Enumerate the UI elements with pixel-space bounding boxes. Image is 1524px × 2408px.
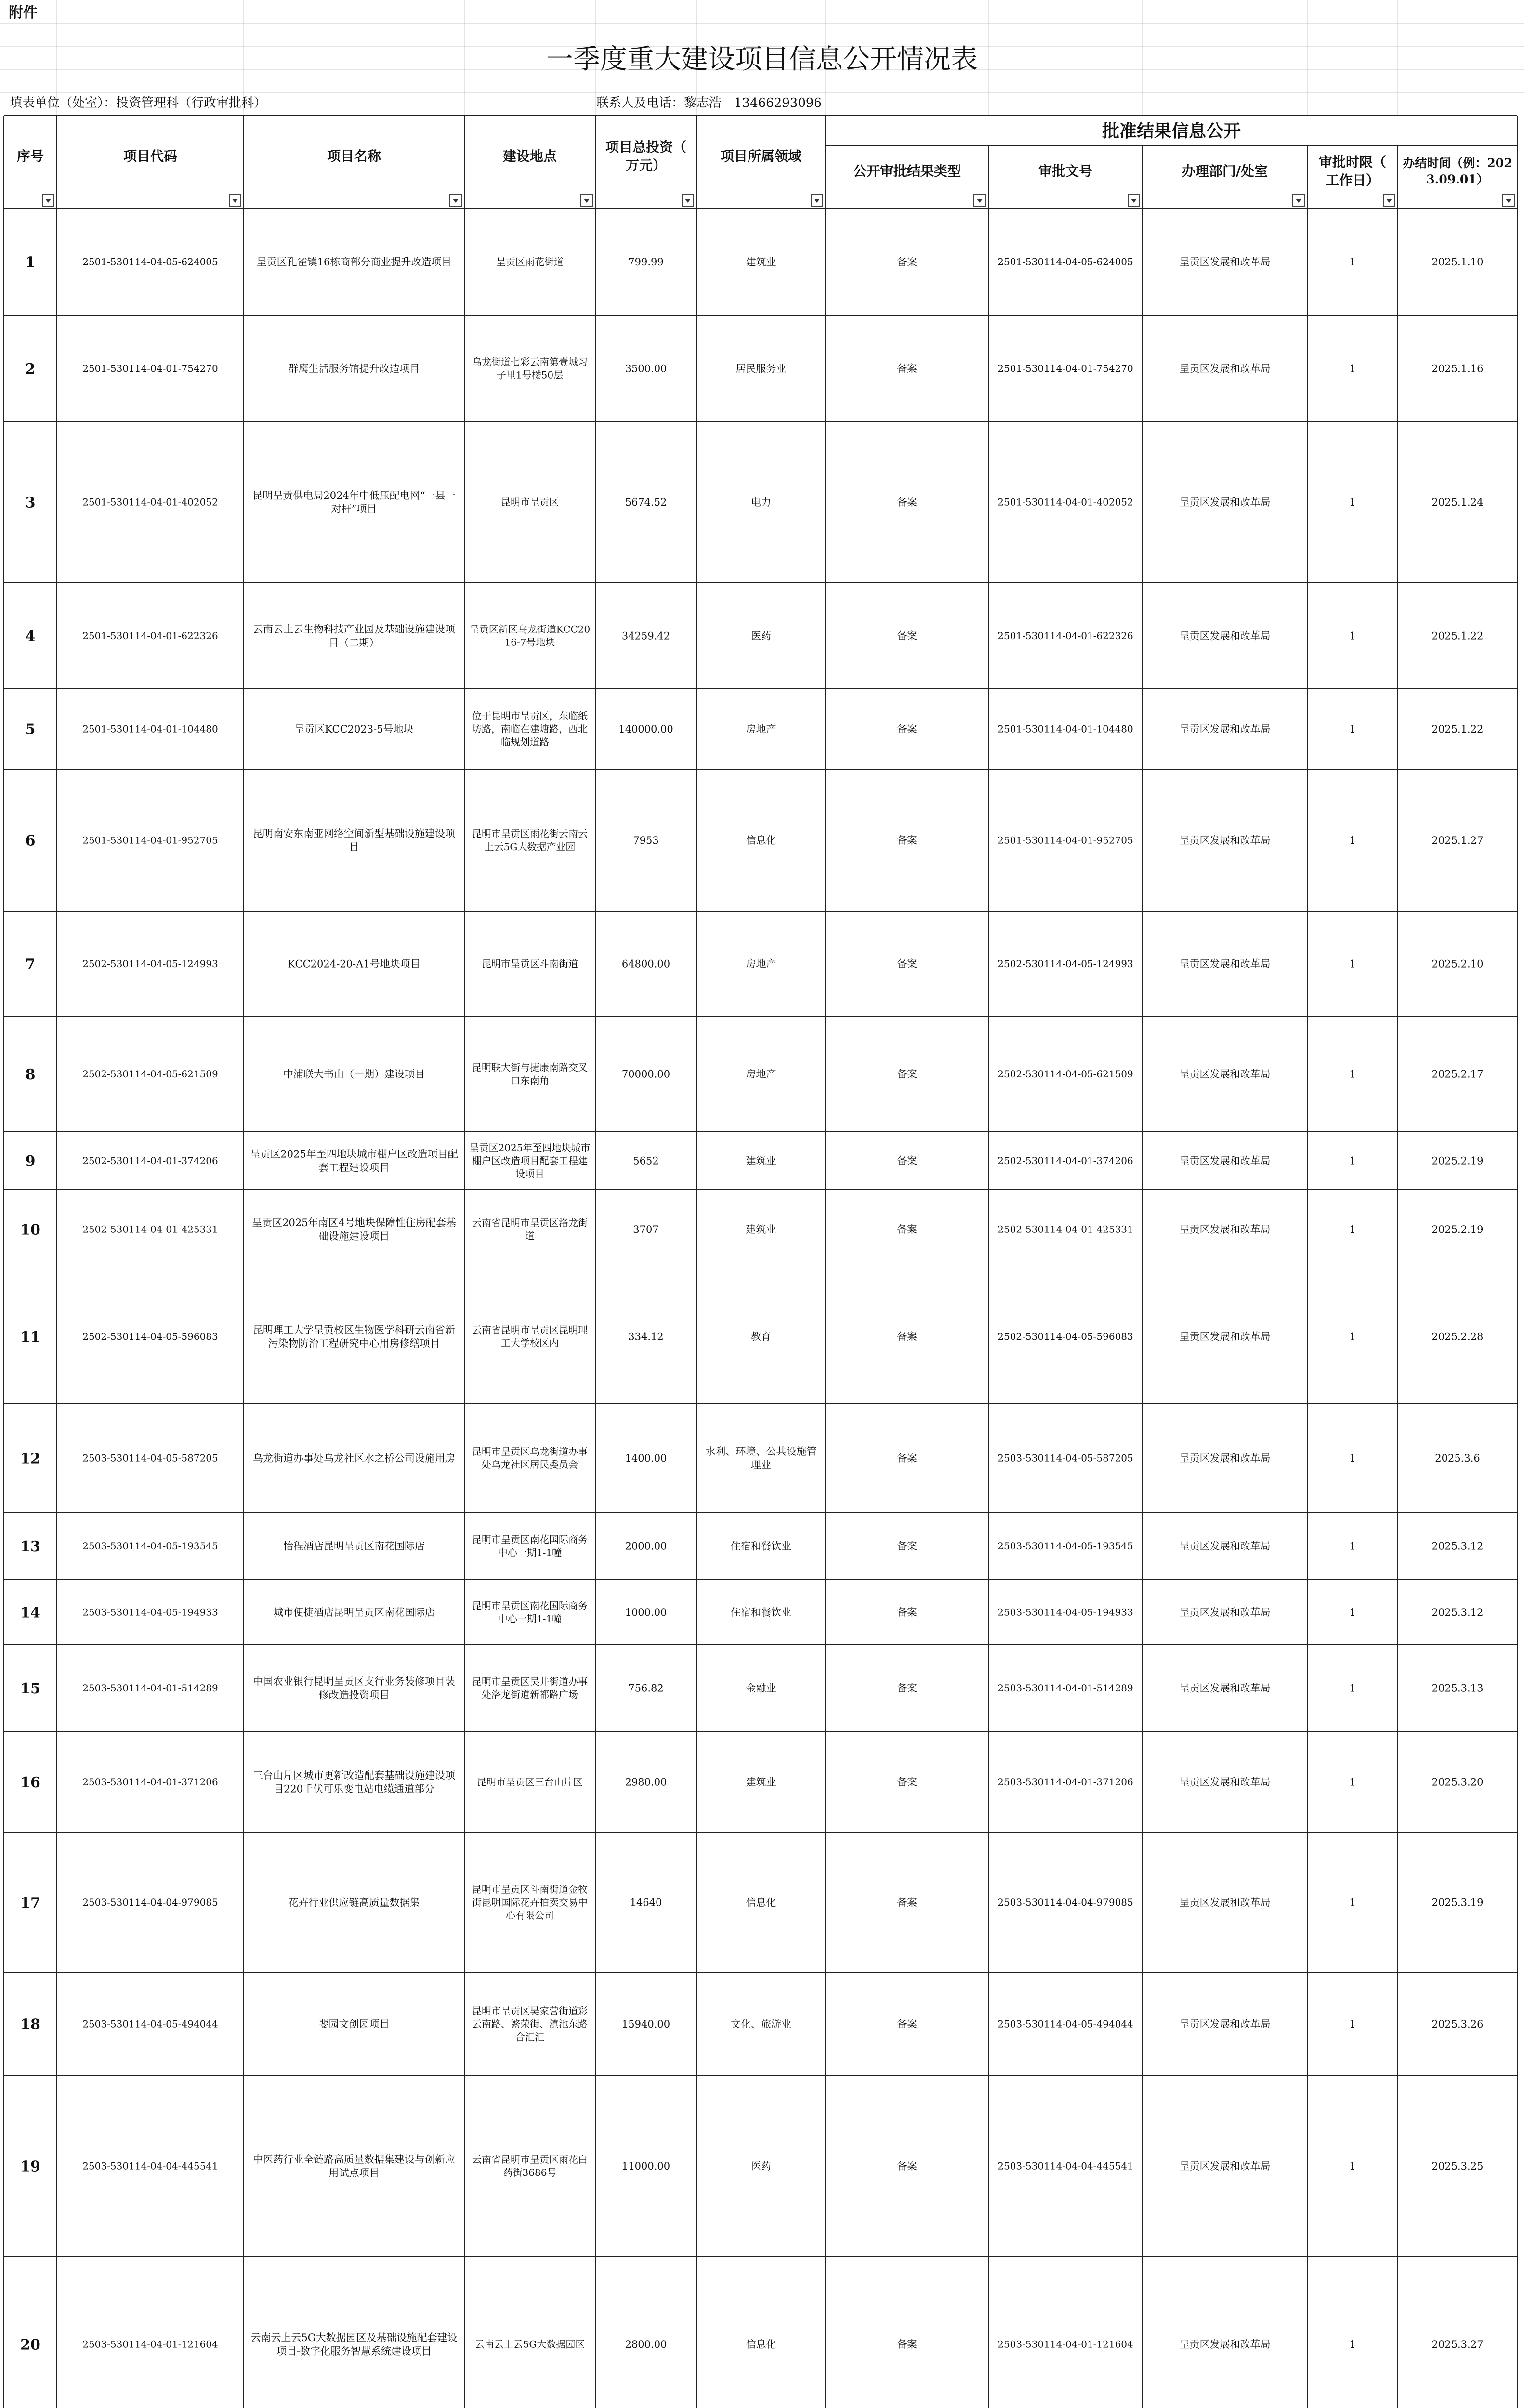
cell-name: 昆明呈贡供电局2024年中低压配电网“一县一对杆”项目	[252, 489, 456, 515]
cell-code: 2501-530114-04-01-622326	[82, 630, 218, 642]
cell-result-type: 备案	[897, 1453, 917, 1465]
cell-date: 2025.3.13	[1432, 1682, 1484, 1694]
cell-dept: 呈贡区发展和改革局	[1179, 1682, 1271, 1694]
cell-doc-no: 2502-530114-04-05-621509	[998, 1068, 1133, 1080]
cell-name: 呈贡区2025年南区4号地块保障性住房配套基础设施建设项目	[252, 1217, 456, 1243]
cell-seq: 5	[25, 721, 36, 738]
cell-doc-no: 2501-530114-04-01-754270	[998, 363, 1133, 375]
cell-doc-no: 2501-530114-04-01-952705	[998, 834, 1133, 846]
cell-seq: 14	[20, 1604, 40, 1622]
filter-dropdown-icon[interactable]	[1503, 195, 1514, 206]
filter-dropdown-icon[interactable]	[581, 195, 592, 206]
cell-investment: 7953	[633, 835, 659, 847]
cell-date: 2025.1.22	[1432, 723, 1484, 735]
cell-seq: 6	[25, 832, 36, 850]
cell-result-type: 备案	[897, 835, 917, 847]
cell-date: 2025.3.12	[1432, 1607, 1484, 1619]
cell-limit: 1	[1349, 497, 1356, 509]
cell-limit: 1	[1349, 1453, 1356, 1465]
cell-location: 昆明联大街与捷康南路交叉口东南角	[472, 1061, 588, 1086]
cell-location: 昆明市呈贡区吴井街道办事处洛龙街道新都路广场	[472, 1675, 588, 1701]
cell-code: 2502-530114-04-05-124993	[82, 958, 218, 970]
cell-field: 居民服务业	[736, 363, 787, 375]
cell-name: KCC2024-20-A1号地块项目	[288, 958, 420, 970]
cell-date: 2025.3.27	[1432, 2339, 1484, 2351]
cell-date: 2025.2.28	[1432, 1331, 1484, 1343]
cell-limit: 1	[1349, 2018, 1356, 2030]
cell-code: 2503-530114-04-01-371206	[82, 1776, 218, 1788]
cell-dept: 呈贡区发展和改革局	[1179, 1331, 1271, 1343]
cell-result-type: 备案	[897, 1155, 917, 1167]
cell-limit: 1	[1349, 363, 1356, 375]
cell-investment: 2800.00	[625, 2339, 667, 2351]
cell-doc-no: 2503-530114-04-05-194933	[998, 1606, 1133, 1618]
cell-field: 电力	[751, 497, 771, 509]
cell-field: 信息化	[746, 835, 776, 847]
cell-doc-no: 2503-530114-04-01-371206	[998, 1776, 1133, 1788]
cell-date: 2025.3.12	[1432, 1540, 1484, 1552]
cell-investment: 1400.00	[625, 1453, 667, 1465]
header-seq: 序号	[16, 148, 44, 165]
cell-code: 2503-530114-04-01-121604	[82, 2338, 218, 2350]
cell-seq: 2	[25, 360, 36, 378]
cell-dept: 呈贡区发展和改革局	[1179, 1540, 1271, 1552]
cell-dept: 呈贡区发展和改革局	[1179, 630, 1271, 642]
filler-unit: 填表单位（处室）：投资管理科（行政审批科）	[10, 96, 267, 110]
sheet-title: 一季度重大建设项目信息公开情况表	[546, 44, 978, 75]
cell-dept: 呈贡区发展和改革局	[1179, 497, 1271, 509]
cell-code: 2503-530114-04-04-445541	[82, 2160, 218, 2172]
cell-name: 中医药行业全链路高质量数据集建设与创新应用试点项目	[253, 2153, 455, 2179]
cell-code: 2501-530114-04-01-402052	[82, 496, 218, 508]
cell-code: 2503-530114-04-05-587205	[82, 1452, 218, 1464]
cell-code: 2503-530114-04-05-194933	[82, 1606, 218, 1618]
cell-date: 2025.1.16	[1432, 363, 1484, 375]
cell-field: 建筑业	[746, 256, 776, 268]
cell-field: 房地产	[746, 1068, 776, 1080]
cell-result-type: 备案	[897, 1682, 917, 1694]
cell-location: 呈贡区新区乌龙街道KCC20 16-7号地块	[469, 623, 591, 648]
cell-field: 信息化	[746, 1897, 776, 1909]
cell-date: 2025.2.19	[1432, 1155, 1484, 1167]
cell-doc-no: 2503-530114-04-05-193545	[998, 1540, 1133, 1552]
cell-investment: 799.99	[628, 256, 664, 268]
cell-field: 医药	[751, 2160, 771, 2172]
cell-location: 昆明市呈贡区南花国际商务中心一期1-1幢	[472, 1533, 588, 1558]
cell-code: 2501-530114-04-01-104480	[82, 723, 218, 735]
cell-location: 昆明市呈贡区斗南街道	[482, 958, 578, 970]
cell-limit: 1	[1349, 2160, 1356, 2172]
cell-location: 云南省昆明市呈贡区洛龙街道	[472, 1217, 588, 1242]
cell-dept: 呈贡区发展和改革局	[1179, 2339, 1271, 2351]
cell-date: 2025.1.10	[1432, 256, 1484, 268]
cell-dept: 呈贡区发展和改革局	[1179, 1776, 1271, 1788]
cell-dept: 呈贡区发展和改革局	[1179, 835, 1271, 847]
cell-limit: 1	[1349, 958, 1356, 970]
cell-dept: 呈贡区发展和改革局	[1179, 1155, 1271, 1167]
cell-limit: 1	[1349, 1776, 1356, 1788]
cell-doc-no: 2501-530114-04-05-624005	[998, 256, 1133, 268]
cell-code: 2501-530114-04-05-624005	[82, 256, 218, 268]
cell-name: 昆明南安东南亚网络空间新型基础设施建设项目	[253, 827, 455, 853]
cell-code: 2501-530114-04-01-754270	[82, 363, 218, 375]
cell-seq: 16	[20, 1774, 40, 1791]
cell-doc-no: 2501-530114-04-01-402052	[998, 496, 1133, 508]
cell-dept: 呈贡区发展和改革局	[1179, 1453, 1271, 1465]
cell-limit: 1	[1349, 1607, 1356, 1619]
cell-dept: 呈贡区发展和改革局	[1179, 1897, 1271, 1909]
cell-dept: 呈贡区发展和改革局	[1179, 2018, 1271, 2030]
cell-name: 斐园文创园项目	[318, 2018, 390, 2030]
cell-result-type: 备案	[897, 723, 917, 735]
cell-result-type: 备案	[897, 2018, 917, 2030]
cell-result-type: 备案	[897, 1776, 917, 1788]
cell-doc-no: 2503-530114-04-04-445541	[998, 2160, 1133, 2172]
cell-date: 2025.2.19	[1432, 1224, 1484, 1236]
cell-investment: 11000.00	[621, 2160, 670, 2172]
cell-result-type: 备案	[897, 630, 917, 642]
cell-name: 三台山片区城市更新改造配套基础设施建设项目220千伏可乐变电站电缆通道部分	[253, 1769, 455, 1795]
cell-result-type: 备案	[897, 1068, 917, 1080]
cell-code: 2503-530114-04-05-494044	[82, 2018, 218, 2030]
filter-dropdown-icon[interactable]	[229, 195, 241, 206]
cell-investment: 140000.00	[618, 723, 673, 735]
cell-seq: 10	[20, 1221, 40, 1239]
cell-location: 昆明市呈贡区	[501, 496, 559, 508]
cell-investment: 14640	[630, 1897, 662, 1909]
cell-location: 呈贡区2025年至四地块城市棚户区改造项目配套工程建设项目	[469, 1142, 591, 1180]
cell-seq: 15	[20, 1680, 40, 1697]
cell-name: 呈贡区2025年至四地块城市棚户区改造项目配套工程建设项目	[250, 1148, 458, 1174]
header-dept: 办理部门/处室	[1182, 163, 1268, 180]
cell-result-type: 备案	[897, 1540, 917, 1552]
cell-result-type: 备案	[897, 363, 917, 375]
cell-limit: 1	[1349, 835, 1356, 847]
cell-name: 呈贡区KCC2023-5号地块	[294, 723, 414, 735]
cell-investment: 2980.00	[625, 1776, 667, 1788]
cell-dept: 呈贡区发展和改革局	[1179, 958, 1271, 970]
cell-seq: 18	[20, 2016, 40, 2033]
filter-dropdown-icon[interactable]	[450, 195, 461, 206]
cell-seq: 7	[25, 955, 36, 973]
cell-limit: 1	[1349, 1540, 1356, 1552]
cell-code: 2503-530114-04-04-979085	[82, 1897, 218, 1909]
cell-doc-no: 2501-530114-04-01-622326	[998, 630, 1133, 642]
cell-field: 房地产	[746, 723, 776, 735]
cell-code: 2502-530114-04-05-596083	[82, 1331, 218, 1343]
cell-dept: 呈贡区发展和改革局	[1179, 363, 1271, 375]
cell-limit: 1	[1349, 723, 1356, 735]
cell-code: 2502-530114-04-05-621509	[82, 1068, 218, 1080]
cell-limit: 1	[1349, 630, 1356, 642]
cell-name: 昆明理工大学呈贡校区生物医学科研云南省新污染物防治工程研究中心用房修缮项目	[253, 1324, 455, 1349]
cell-seq: 12	[20, 1450, 40, 1467]
cell-dept: 呈贡区发展和改革局	[1179, 723, 1271, 735]
cell-doc-no: 2501-530114-04-01-104480	[998, 723, 1133, 735]
cell-location: 昆明市呈贡区雨花街云南云上云5G大数据产业园	[472, 828, 588, 853]
cell-location: 云南省昆明市呈贡区雨花白药街3686号	[472, 2154, 588, 2179]
cell-date: 2025.2.17	[1432, 1068, 1484, 1080]
cell-field: 建筑业	[746, 1224, 776, 1236]
cell-seq: 8	[25, 1066, 36, 1083]
filter-dropdown-icon[interactable]	[1128, 195, 1140, 206]
cell-dept: 呈贡区发展和改革局	[1179, 1068, 1271, 1080]
cell-name: 城市便捷酒店昆明呈贡区南花国际店	[273, 1607, 435, 1619]
cell-doc-no: 2503-530114-04-01-121604	[998, 2338, 1133, 2350]
cell-field: 建筑业	[746, 1776, 776, 1788]
filter-dropdown-icon[interactable]	[1383, 195, 1395, 206]
cell-location: 昆明市呈贡区吴家营街道彩云南路、繁荣街、滇池东路合汇汇	[472, 2005, 588, 2043]
cell-seq: 9	[25, 1152, 36, 1170]
cell-limit: 1	[1349, 1897, 1356, 1909]
cell-investment: 2000.00	[625, 1540, 667, 1552]
cell-location: 云南云上云5G大数据园区	[474, 2338, 585, 2350]
cell-result-type: 备案	[897, 256, 917, 268]
cell-seq: 13	[20, 1538, 40, 1555]
cell-name: 中浦联大书山（一期）建设项目	[283, 1068, 425, 1080]
cell-code: 2502-530114-04-01-425331	[82, 1223, 218, 1235]
cell-name: 乌龙街道办事处乌龙社区水之桥公司设施用房	[253, 1453, 455, 1465]
cell-result-type: 备案	[897, 958, 917, 970]
cell-doc-no: 2503-530114-04-05-494044	[998, 2018, 1133, 2030]
cell-dept: 呈贡区发展和改革局	[1179, 1224, 1271, 1236]
cell-result-type: 备案	[897, 1224, 917, 1236]
cell-investment: 64800.00	[621, 958, 670, 970]
cell-doc-no: 2503-530114-04-04-979085	[998, 1897, 1133, 1909]
cell-field: 水利、环境、公共设施管理业	[705, 1445, 817, 1471]
corner-label: 附件	[9, 4, 38, 21]
filter-dropdown-icon[interactable]	[42, 195, 54, 206]
cell-name: 云南云上云生物科技产业园及基础设施建设项目（二期）	[253, 623, 455, 649]
cell-location: 位于昆明市呈贡区，东临纸坊路，南临在建塘路，西北临规划道路。	[472, 710, 588, 748]
cell-location: 昆明市呈贡区南花国际商务中心一期1-1幢	[472, 1600, 588, 1625]
cell-location: 昆明市呈贡区乌龙街道办事处乌龙社区居民委员会	[472, 1446, 588, 1471]
cell-doc-no: 2502-530114-04-01-425331	[998, 1223, 1133, 1235]
cell-name: 中国农业银行昆明呈贡区支行业务装修项目装修改造投资项目	[253, 1675, 455, 1701]
cell-code: 2501-530114-04-01-952705	[82, 834, 218, 846]
cell-result-type: 备案	[897, 497, 917, 509]
cell-field: 房地产	[746, 958, 776, 970]
project-table	[4, 116, 1517, 2408]
cell-code: 2502-530114-04-01-374206	[82, 1155, 218, 1167]
cell-location: 乌龙街道七彩云南第壹城习子里1号楼50层	[472, 356, 588, 381]
cell-investment: 1000.00	[625, 1607, 667, 1619]
filter-dropdown-icon[interactable]	[811, 195, 823, 206]
cell-seq: 11	[20, 1328, 40, 1346]
cell-investment: 334.12	[628, 1331, 664, 1343]
cell-field: 文化、旅游业	[731, 2018, 791, 2030]
cell-doc-no: 2502-530114-04-01-374206	[998, 1155, 1133, 1167]
cell-date: 2025.1.22	[1432, 630, 1484, 642]
cell-field: 教育	[751, 1331, 771, 1343]
cell-doc-no: 2502-530114-04-05-596083	[998, 1331, 1133, 1343]
cell-date: 2025.3.26	[1432, 2018, 1484, 2030]
cell-location: 呈贡区雨花街道	[496, 256, 564, 268]
cell-date: 2025.3.20	[1432, 1776, 1484, 1788]
cell-location: 昆明市呈贡区三台山片区	[477, 1776, 583, 1788]
header-investment: 项目总投资（万元）	[605, 139, 687, 173]
contact-info: 联系人及电话：黎志浩 13466293096	[596, 96, 822, 110]
cell-dept: 呈贡区发展和改革局	[1179, 1607, 1271, 1619]
cell-field: 金融业	[746, 1682, 776, 1694]
cell-date: 2025.3.25	[1432, 2160, 1484, 2172]
cell-date: 2025.2.10	[1432, 958, 1484, 970]
filter-dropdown-icon[interactable]	[1293, 195, 1304, 206]
cell-code: 2503-530114-04-01-514289	[82, 1682, 218, 1694]
cell-investment: 756.82	[628, 1682, 664, 1694]
cell-name: 群鹰生活服务馆提升改造项目	[288, 363, 420, 375]
cell-result-type: 备案	[897, 1897, 917, 1909]
cell-limit: 1	[1349, 256, 1356, 268]
cell-seq: 4	[25, 628, 36, 645]
cell-location: 云南省昆明市呈贡区昆明理工大学校区内	[472, 1324, 588, 1349]
cell-result-type: 备案	[897, 1331, 917, 1343]
cell-doc-no: 2503-530114-04-01-514289	[998, 1682, 1133, 1694]
cell-code: 2503-530114-04-05-193545	[82, 1540, 218, 1552]
cell-dept: 呈贡区发展和改革局	[1179, 256, 1271, 268]
cell-limit: 1	[1349, 1224, 1356, 1236]
header-doc-no: 审批文号	[1038, 163, 1093, 180]
cell-name: 花卉行业供应链高质量数据集	[288, 1897, 420, 1909]
cell-seq: 1	[25, 254, 36, 271]
cell-limit: 1	[1349, 2339, 1356, 2351]
cell-location: 昆明市呈贡区斗南街道金牧街昆明国际花卉拍卖交易中心有限公司	[472, 1884, 588, 1922]
header-completion-date: 办结时间（例：202 3.09.01）	[1403, 156, 1512, 186]
cell-field: 信息化	[746, 2339, 776, 2351]
cell-investment: 3707	[633, 1224, 659, 1236]
cell-date: 2025.3.19	[1432, 1897, 1484, 1909]
cell-result-type: 备案	[897, 2339, 917, 2351]
cell-name: 呈贡区孔雀镇16栋商部分商业提升改造项目	[256, 256, 452, 268]
cell-limit: 1	[1349, 1331, 1356, 1343]
cell-doc-no: 2502-530114-04-05-124993	[998, 958, 1133, 970]
cell-limit: 1	[1349, 1682, 1356, 1694]
filter-dropdown-icon[interactable]	[974, 195, 985, 206]
header-time-limit: 审批时限（工作日）	[1318, 154, 1387, 188]
cell-limit: 1	[1349, 1155, 1356, 1167]
cell-investment: 3500.00	[625, 363, 667, 375]
cell-seq: 3	[25, 494, 36, 511]
header-location: 建设地点	[502, 148, 557, 165]
cell-result-type: 备案	[897, 1607, 917, 1619]
cell-name: 云南云上云5G大数据园区及基础设施配套建设项目-数字化服务智慧系统建设项目	[250, 2331, 458, 2357]
cell-name: 怡程酒店昆明呈贡区南花国际店	[283, 1540, 425, 1552]
cell-seq: 17	[20, 1894, 40, 1911]
cell-investment: 70000.00	[621, 1068, 670, 1080]
header-project-name: 项目名称	[327, 148, 381, 165]
cell-field: 住宿和餐饮业	[731, 1540, 791, 1552]
cell-date: 2025.1.27	[1432, 835, 1484, 847]
header-approval-group: 批准结果信息公开	[1102, 120, 1241, 141]
cell-seq: 20	[20, 2336, 40, 2354]
cell-field: 建筑业	[746, 1155, 776, 1167]
filter-dropdown-icon[interactable]	[682, 195, 694, 206]
cell-investment: 5652	[633, 1155, 659, 1167]
cell-investment: 15940.00	[621, 2018, 670, 2030]
cell-date: 2025.1.24	[1432, 497, 1484, 509]
cell-investment: 5674.52	[625, 497, 667, 509]
cell-investment: 34259.42	[621, 630, 670, 642]
cell-limit: 1	[1349, 1068, 1356, 1080]
cell-doc-no: 2503-530114-04-05-587205	[998, 1452, 1133, 1464]
cell-dept: 呈贡区发展和改革局	[1179, 2160, 1271, 2172]
cell-date: 2025.3.6	[1435, 1453, 1480, 1465]
cell-result-type: 备案	[897, 2160, 917, 2172]
cell-field: 住宿和餐饮业	[731, 1607, 791, 1619]
header-field: 项目所属领域	[720, 148, 802, 165]
cell-seq: 19	[20, 2158, 40, 2175]
header-result-type: 公开审批结果类型	[853, 163, 961, 180]
header-project-code: 项目代码	[123, 148, 178, 165]
cell-field: 医药	[751, 630, 771, 642]
